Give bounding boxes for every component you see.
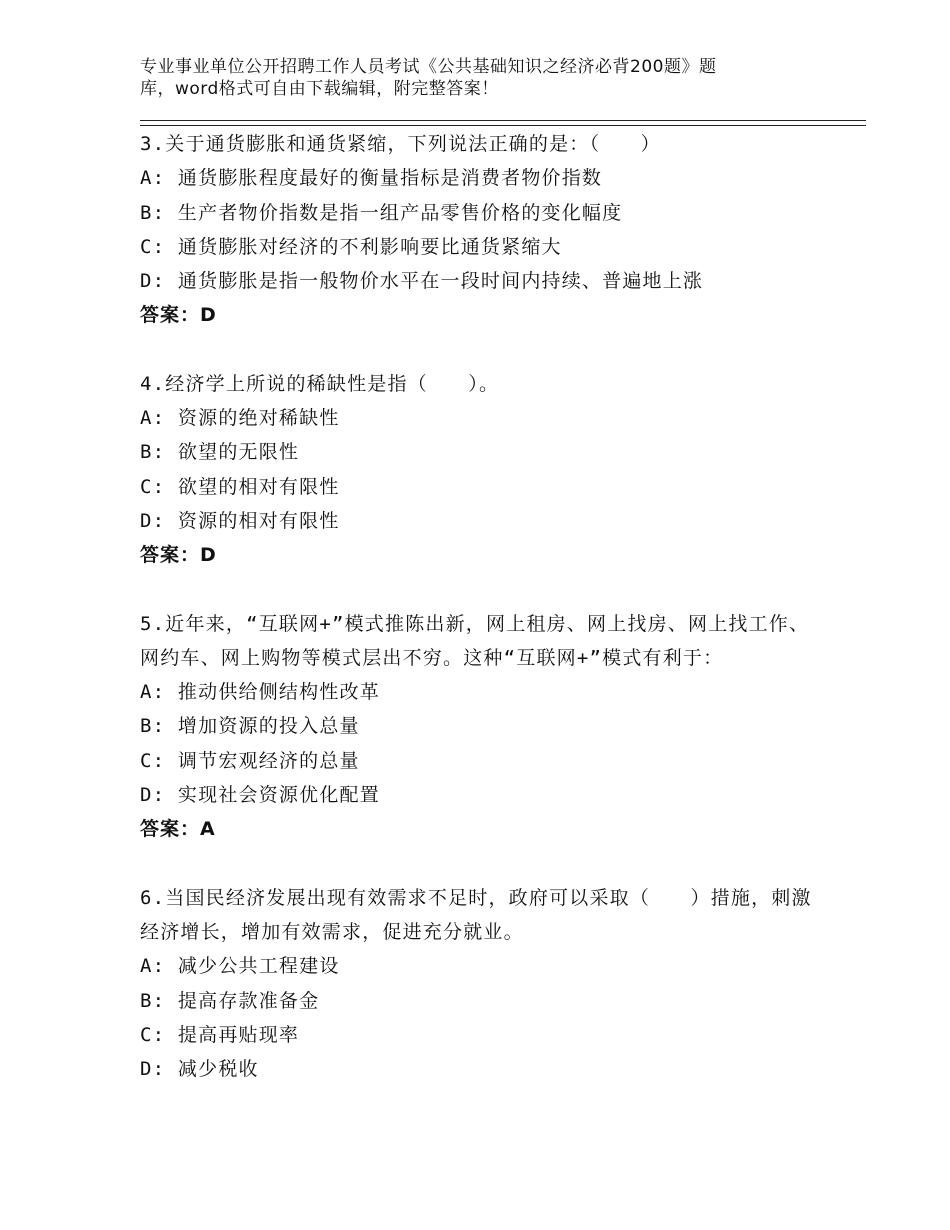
header-divider-bottom bbox=[140, 125, 866, 126]
option-c: C: 调节宏观经济的总量 bbox=[140, 749, 360, 772]
header-line-1: 专业事业单位公开招聘工作人员考试《公共基础知识之经济必背200题》题 bbox=[140, 57, 717, 77]
header-divider-top bbox=[140, 120, 866, 121]
option-d: D: 实现社会资源优化配置 bbox=[140, 784, 380, 807]
option-a: A: 资源的绝对稀缺性 bbox=[140, 407, 340, 430]
option-b: B: 增加资源的投入总量 bbox=[140, 715, 360, 738]
question-stem: 3.关于通货膨胀和通货紧缩，下列说法正确的是：（ ） bbox=[140, 133, 661, 155]
option-a: A: 通货膨胀程度最好的衡量指标是消费者物价指数 bbox=[140, 167, 603, 190]
question-3 bbox=[140, 127, 820, 333]
option-b: B: 提高存款准备金 bbox=[140, 989, 320, 1012]
option-a: A: 推动供给侧结构性改革 bbox=[140, 681, 380, 704]
question-4 bbox=[140, 367, 820, 573]
answer-label: 答案：D bbox=[140, 304, 217, 327]
option-b: B: 生产者物价指数是指一组产品零售价格的变化幅度 bbox=[140, 201, 623, 224]
answer-label: 答案：D bbox=[140, 544, 217, 567]
answer-label: 答案：A bbox=[140, 818, 216, 841]
option-c: C: 提高再贴现率 bbox=[140, 1023, 300, 1046]
option-d: D: 减少税收 bbox=[140, 1058, 259, 1081]
option-d: D: 通货膨胀是指一般物价水平在一段时间内持续、普遍地上涨 bbox=[140, 270, 704, 293]
header-line-2: 库，word格式可自由下载编辑，附完整答案！ bbox=[140, 79, 499, 99]
option-c: C: 通货膨胀对经济的不利影响要比通货紧缩大 bbox=[140, 235, 562, 258]
question-stem: 5.近年来，“互联网+”模式推陈出新，网上租房、网上找房、网上找工作、网约车、网上购物等模式层出不穷。这种“互联网+”模式有利于： bbox=[140, 612, 810, 669]
option-d: D: 资源的相对有限性 bbox=[140, 509, 340, 532]
question-list bbox=[140, 127, 820, 1086]
question-stem: 4.经济学上所说的稀缺性是指（ ）。 bbox=[140, 372, 500, 395]
option-a: A: 减少公共工程建设 bbox=[140, 955, 340, 978]
question-stem: 6.当国民经济发展出现有效需求不足时，政府可以采取（ ）措施，刺激经济增长，增加有效需求，促进充分就业。 bbox=[140, 886, 812, 943]
question-5 bbox=[140, 607, 820, 847]
option-c: C: 欲望的相对有限性 bbox=[140, 475, 340, 498]
document-header bbox=[140, 56, 780, 100]
question-6 bbox=[140, 881, 820, 1087]
option-b: B: 欲望的无限性 bbox=[140, 441, 300, 464]
